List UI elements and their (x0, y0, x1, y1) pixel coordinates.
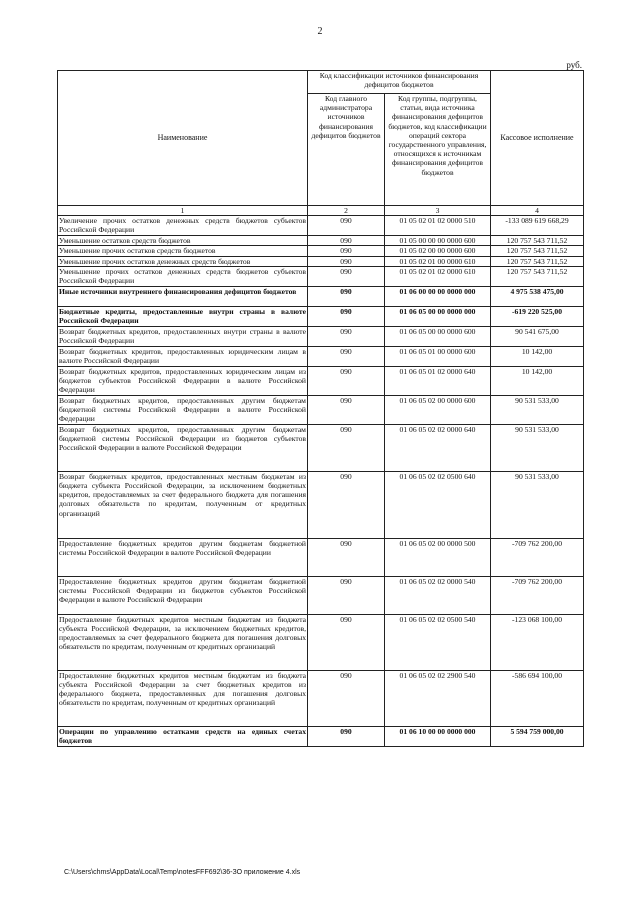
row-admin-code: 090 (308, 366, 385, 395)
row-classification-code: 01 06 05 00 00 0000 600 (385, 326, 491, 346)
table-row (58, 395, 584, 424)
row-admin-code: 090 (308, 471, 385, 538)
row-classification-code: 01 05 02 01 02 0000 510 (385, 216, 491, 236)
row-name: Возврат бюджетных кредитов, предоставленных другим бюджетам бюджетной системы Российской Федерации из бюджетов субъектов Российской Федерации в валюте Российской Федерации (58, 424, 308, 471)
row-classification-code: 01 05 00 00 00 0000 600 (385, 236, 491, 246)
table-row (58, 614, 584, 670)
row-admin-code: 090 (308, 424, 385, 471)
table-row (58, 366, 584, 395)
table-row (58, 266, 584, 286)
table-row (58, 306, 584, 326)
table-row (58, 538, 584, 576)
table-row (58, 346, 584, 366)
column-number: 3 (385, 206, 491, 216)
row-admin-code: 090 (308, 246, 385, 256)
row-admin-code: 090 (308, 256, 385, 266)
row-name: Предоставление бюджетных кредитов другим бюджетам бюджетной системы Российской Федерации в валюте Российской Федерации (58, 538, 308, 576)
row-name: Уменьшение остатков средств бюджетов (58, 236, 308, 246)
row-admin-code: 090 (308, 726, 385, 746)
row-execution-value: -123 068 100,00 (491, 614, 584, 670)
row-admin-code: 090 (308, 670, 385, 726)
row-name: Предоставление бюджетных кредитов местным бюджетам из бюджета субъекта Российской Федерации за счет бюджетных кредитов из федерального бюджета, предоставленных для погашения долговых обязательств по кредитам, полученным от кредитных организаций (58, 670, 308, 726)
row-execution-value: 4 975 538 475,00 (491, 286, 584, 306)
row-execution-value: 90 531 533,00 (491, 471, 584, 538)
row-classification-code: 01 06 05 02 00 0000 500 (385, 538, 491, 576)
row-name: Уменьшение прочих остатков средств бюджетов (58, 246, 308, 256)
row-admin-code: 090 (308, 395, 385, 424)
row-classification-code: 01 05 02 00 00 0000 600 (385, 246, 491, 256)
column-number: 4 (491, 206, 584, 216)
row-name: Увеличение прочих остатков денежных средств бюджетов субъектов Российской Федерации (59, 216, 306, 235)
row-admin-code: 090 (308, 236, 385, 246)
row-name: Возврат бюджетных кредитов, предоставленных юридическим лицам из бюджетов субъектов Российской Федерации в валюте Российской Федерации (59, 366, 306, 395)
table-row (58, 471, 584, 538)
row-admin-code: 090 (308, 538, 385, 576)
header-code-group: Код классификации источников финансирования дефицитов бюджетов (308, 71, 491, 94)
row-name: Уменьшение прочих остатков денежных средств бюджетов субъектов Российской Федерации (59, 266, 306, 286)
row-classification-code: 01 06 05 02 00 0000 600 (385, 395, 491, 424)
row-admin-code: 090 (308, 614, 385, 670)
row-execution-value: 10 142,00 (491, 366, 584, 395)
header-name: Наименование (58, 71, 308, 206)
row-classification-code: 01 06 10 00 00 0000 000 (385, 726, 491, 746)
row-execution-value: 120 757 543 711,52 (491, 256, 584, 266)
row-name: Уменьшение прочих остатков денежных средств бюджетов (58, 256, 308, 266)
row-execution-value: 90 541 675,00 (491, 326, 584, 346)
table-row (58, 286, 584, 306)
row-classification-code: 01 06 05 00 00 0000 000 (385, 306, 491, 326)
row-name: Возврат бюджетных кредитов, предоставленных местным бюджетам из бюджета субъекта Российской Федерации, за исключением бюджетных кредитов, предоставляемых за счет федерального бюджета для погашения долговых обязательств по кредитам, полученным от кредитных организаций (58, 471, 308, 538)
file-path-footer: C:\Users\chms\AppData\Local\Temp\notesFFF692\36-ЗО приложение 4.xls (64, 869, 301, 876)
row-classification-code: 01 06 00 00 00 0000 000 (385, 286, 491, 306)
row-admin-code: 090 (308, 576, 385, 614)
row-execution-value: 5 594 759 000,00 (491, 726, 584, 746)
row-name: Предоставление бюджетных кредитов местным бюджетам из бюджета субъекта Российской Федерации, за исключением бюджетных кредитов, предоставляемых за счет федерального бюджета для погашения долговых обязательств по кредитам, полученным от кредитных организаций (58, 614, 308, 670)
row-name: Возврат бюджетных кредитов, предоставленных другим бюджетам бюджетной системы Российской Федерации в валюте Российской Федерации (59, 395, 306, 424)
column-number: 1 (58, 206, 308, 216)
unit-label: руб. (566, 60, 582, 70)
row-execution-value: -133 089 619 668,29 (491, 216, 584, 236)
header-admin-code: Код главного администратора источников финансирования дефицитов бюджетов (308, 94, 385, 206)
row-execution-value: -586 694 100,00 (491, 670, 584, 726)
row-execution-value: 10 142,00 (491, 346, 584, 366)
row-name: Бюджетные кредиты, предоставленные внутри страны в валюте Российской Федерации (59, 306, 306, 326)
row-admin-code: 090 (308, 306, 385, 326)
row-classification-code: 01 06 05 01 02 0000 640 (385, 366, 491, 395)
row-execution-value: 120 757 543 711,52 (491, 266, 584, 286)
page-number: 2 (317, 26, 323, 37)
row-execution-value: 120 757 543 711,52 (491, 246, 584, 256)
row-execution-value: 120 757 543 711,52 (491, 236, 584, 246)
table-row (58, 326, 584, 346)
row-name: Возврат бюджетных кредитов, предоставленных юридическим лицам в валюте Российской Федерации (59, 346, 306, 366)
row-name: Возврат бюджетных кредитов, предоставленных внутри страны в валюте Российской Федерации (59, 326, 306, 346)
table-row (58, 236, 584, 246)
row-classification-code: 01 06 05 02 02 0000 640 (385, 424, 491, 471)
table-row (58, 726, 584, 746)
row-classification-code: 01 05 02 01 02 0000 610 (385, 266, 491, 286)
row-execution-value: -709 762 200,00 (491, 576, 584, 614)
row-classification-code: 01 06 05 02 02 2900 540 (385, 670, 491, 726)
sources-table (57, 70, 584, 747)
row-classification-code: 01 06 05 02 02 0000 540 (385, 576, 491, 614)
row-admin-code: 090 (308, 216, 385, 236)
row-name: Операции по управлению остатками средств на единых счетах бюджетов (59, 726, 306, 746)
row-admin-code: 090 (308, 326, 385, 346)
row-execution-value: 90 531 533,00 (491, 424, 584, 471)
header-row (58, 71, 584, 94)
column-number-row (58, 206, 584, 216)
table-row (58, 246, 584, 256)
row-admin-code: 090 (308, 266, 385, 286)
row-classification-code: 01 06 05 02 02 0500 540 (385, 614, 491, 670)
row-admin-code: 090 (308, 346, 385, 366)
table-row (58, 670, 584, 726)
row-classification-code: 01 05 02 01 00 0000 610 (385, 256, 491, 266)
column-number: 2 (308, 206, 385, 216)
header-group-code: Код группы, подгруппы, статьи, вида источника финансирования дефицитов бюджетов, код классификации операций сектора государственного управления, относящихся к источникам финансирования дефицитов бюджетов (385, 94, 491, 206)
row-classification-code: 01 06 05 01 00 0000 600 (385, 346, 491, 366)
row-admin-code: 090 (308, 286, 385, 306)
table-row (58, 576, 584, 614)
table-row (58, 216, 584, 236)
row-name: Предоставление бюджетных кредитов другим бюджетам бюджетной системы Российской Федерации из бюджетов субъектов Российской Федерации в валюте Российской Федерации (58, 576, 308, 614)
row-execution-value: 90 531 533,00 (491, 395, 584, 424)
header-execution: Кассовое исполнение (491, 71, 584, 206)
row-name: Иные источники внутреннего финансирования дефицитов бюджетов (58, 286, 308, 306)
table-row (58, 256, 584, 266)
row-execution-value: -619 220 525,00 (491, 306, 584, 326)
row-execution-value: -709 762 200,00 (491, 538, 584, 576)
row-classification-code: 01 06 05 02 02 0500 640 (385, 471, 491, 538)
table-row (58, 424, 584, 471)
